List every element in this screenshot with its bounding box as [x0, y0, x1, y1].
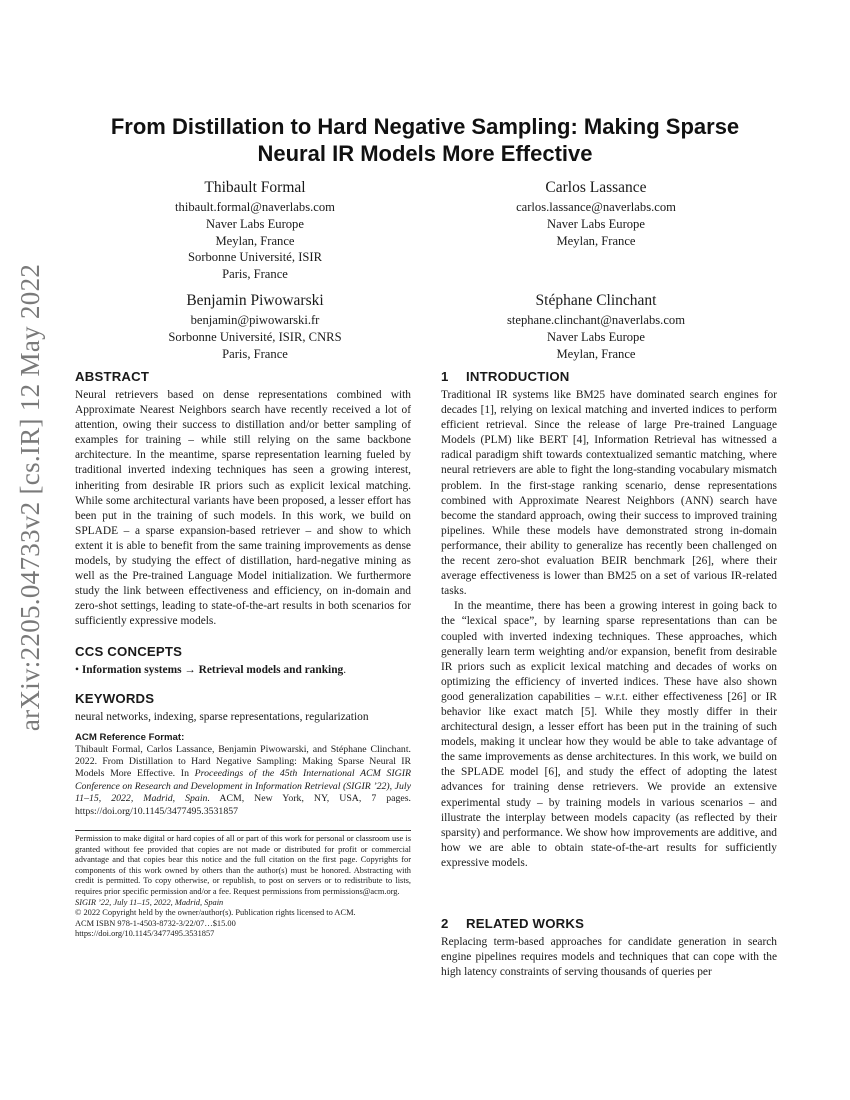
arrow-right-icon: → — [184, 663, 196, 676]
author-email[interactable]: thibault.formal@naverlabs.com — [175, 200, 335, 214]
keywords-heading: KEYWORDS — [75, 690, 155, 706]
abstract-text: Neural retrievers based on dense representations combined with Approximate Nearest Neighbors search have recently received a lot of attention, owing their success to distillation and/or better sampling of examples for training – while still relying on the same backbone architecture. In the meantime, sparse representation learning fueled by traditional inverted indexing techniques has seen a growing interest, inheriting from desirable IR priors such as explicit lexical matching. While some architectural variants have been proposed, a lesser effort has been put in the training of such models. In this work, we build on SPLADE – a sparse expansion-based retriever – and show to which extent it is able to benefit from the same training improvements as dense models, by studying the effect of distillation, hard-negative mining as well as the Pre-trained Language Model initialization. We furthermore study the link between effectiveness and efficiency, on in-domain and zero-shot settings, leading to state-of-the-art results in both scenarios for sufficiently expressive models. — [75, 389, 411, 628]
left-column — [75, 368, 411, 940]
author-block-2 — [446, 178, 746, 249]
arxiv-stamp-text: arXiv:2205.04733v2 [cs.IR] 12 May 2022 — [15, 263, 46, 731]
author-email[interactable]: stephane.clinchant@naverlabs.com — [506, 313, 686, 327]
author-name: Benjamin Piwowarski — [186, 292, 324, 309]
author-affiliation: Sorbonne Université, ISIR — [188, 250, 322, 265]
acm-reference — [75, 731, 411, 818]
author-affiliation: Naver Labs Europe — [547, 216, 645, 231]
author-affiliation: Naver Labs Europe — [206, 216, 304, 231]
abstract-heading: ABSTRACT — [75, 369, 150, 384]
right-column — [441, 368, 777, 980]
footnote-rule — [75, 830, 411, 831]
author-name: Carlos Lassance — [545, 179, 647, 196]
acm-reference-authors: Thibault Formal, Carlos Lassance, Benjamin Piwowarski, and Stéphane Clinchant. 2022. From Distillation to Hard Negative Sampling: Making Sparse Neural IR Models More Effective. In — [75, 743, 411, 780]
permission-block — [75, 830, 411, 940]
copyright-line: © 2022 Copyright held by the owner/author(s). Publication rights licensed to ACM. — [75, 908, 356, 918]
paper-title: From Distillation to Hard Negative Sampling: Making Sparse Neural IR Models More Effective — [110, 114, 740, 166]
author-block-3 — [105, 291, 405, 362]
introduction-heading — [441, 368, 777, 385]
author-location: Paris, France — [222, 267, 288, 282]
author-block-1 — [105, 178, 405, 283]
author-location: Meylan, France — [556, 233, 636, 248]
author-block-4 — [446, 291, 746, 362]
author-affiliation: Sorbonne Université, ISIR, CNRS — [168, 329, 342, 344]
ccs-period: . — [343, 663, 347, 676]
venue-line: SIGIR ’22, July 11–15, 2022, Madrid, Spain — [75, 897, 224, 907]
permission-text: Permission to make digital or hard copies of all or part of this work for personal or classroom use is granted without fee provided that copies are not made or distributed for profit or commercial advantage and that copies bear this notice and the full citation on the first page. Copyrights for components of this work owned by others than the author(s) must be honored. Abstracting with credit is permitted. To copy otherwise, or republish, to post on servers or to redistribute to lists, requires prior specific permission and/or a fee. Request permissions from permissions@acm.org. — [75, 834, 411, 896]
ccs-heading: CCS CONCEPTS — [75, 643, 183, 659]
author-affiliation: Naver Labs Europe — [547, 329, 645, 344]
related-works-heading — [441, 915, 777, 932]
arxiv-stamp — [6, 263, 56, 731]
introduction-paragraph-2: In the meantime, there has been a growing interest in going back to the “lexical space”, by learning sparse representations than can be coupled with inverted indexing techniques. These approaches, which generally learn term weighting and/or expansion, benefit from desirable IR priors such as explicit lexical matching and decades of works on optimizing the efficiency of inverted indices. These have also shown good generalization capabilities – w.r.t. either effectiveness [26] or IR behavior like exact match [5]. While they mostly differ in their architectural design, a lesser effort has been put in the training of such models, making it unclear how they would be able to take advantage of the same improvements as dense architectures. In this work, we build on the SPLADE model [6], and study the effect of adopting the latest advances for training dense retrievers. We provide an extensive experimental study – by training models in various scenarios – and illustrate the interplay between models capacity (as reflected by their sparsity) and performance. We show how improvements are additive, and how we are able to obtain state-of-the-art results for sufficiently expressive models. — [441, 600, 777, 869]
author-name: Thibault Formal — [204, 179, 306, 196]
isbn-line: ACM ISBN 978-1-4503-8732-3/22/07…$15.00 — [75, 918, 236, 928]
section-number: 2 — [441, 916, 449, 931]
section-number: 1 — [441, 369, 449, 384]
introduction-paragraph-1: Traditional IR systems like BM25 have dominated search engines for decades [1], relying on lexical matching and inverted indices to perform efficient retrieval. Since the release of large Pre-trained Language Models (PLM) like BERT [4], Information Retrieval has witnessed a radical paradigm shift towards contextualized semantic matching, where neural retrievers are able to fight the long-standing vocabulary mismatch problem. In the first-stage ranking scenario, dense representations combined with Approximate Nearest Neighbors (ANN) search have become the standard approach, owing their success to improved training pipelines. While these models have demonstrated strong in-domain performance, their ability to generalize has recently been challenged on the recent zero-shot evaluation BEIR benchmark [26], where their average effectiveness is lower than BM25 on a set of various IR-related tasks. — [441, 389, 777, 598]
ccs-term: Retrieval models and ranking — [198, 663, 344, 676]
author-email[interactable]: carlos.lassance@naverlabs.com — [516, 200, 676, 214]
related-works-paragraph-1: Replacing term-based approaches for candidate generation in search engine pipelines requires models and techniques that can cope with the high latency constraints of serving thousands of queries per — [441, 936, 777, 979]
acm-reference-text — [75, 744, 411, 818]
ccs-term: Information systems — [81, 663, 182, 676]
author-location: Meylan, France — [215, 233, 295, 248]
author-location: Meylan, France — [556, 346, 636, 361]
author-name: Stéphane Clinchant — [535, 292, 657, 309]
keywords-text: neural networks, indexing, sparse representations, regularization — [75, 710, 369, 723]
ccs-item — [75, 663, 411, 678]
section-title: INTRODUCTION — [466, 369, 570, 384]
author-location: Paris, France — [222, 346, 288, 361]
acm-reference-tail: ACM, New York, NY, USA, 7 pages. https://doi.org/10.1145/3477495.3531857 — [75, 793, 411, 817]
bullet-icon: • — [75, 663, 79, 676]
author-email[interactable]: benjamin@piwowarski.fr — [190, 313, 320, 327]
section-title: RELATED WORKS — [466, 916, 585, 931]
acm-reference-proceedings: Proceedings of the 45th International ACM SIGIR Conference on Research and Development in Information Retrieval (SIGIR ’22), July 11–15, 2022, Madrid, Spain. — [75, 768, 411, 805]
doi-link[interactable]: https://doi.org/10.1145/3477495.3531857 — [75, 929, 215, 939]
acm-reference-label: ACM Reference Format: — [75, 731, 185, 743]
